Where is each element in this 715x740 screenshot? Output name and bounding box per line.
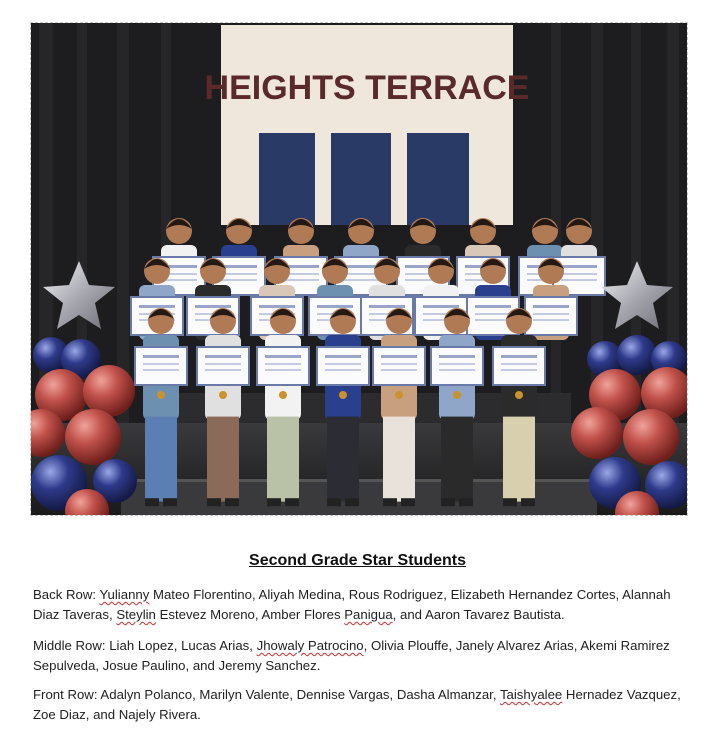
front-row-paragraph	[33, 685, 683, 725]
front-row-names: Adalyn Polanco, Marilyn Valente, Dennise Vargas, Dasha Almanzar,	[97, 687, 500, 702]
certificate	[431, 347, 483, 385]
back-row-name-flagged: Panigua	[344, 607, 393, 622]
middle-row-label: Middle Row:	[33, 638, 106, 653]
middle-row-names: , Olivia Plouffe, Janely Alvarez Arias, Akemi Ramirez Sepulveda, Josue Paulino, and Jeremy Sanchez.	[33, 638, 670, 673]
back-row-names: Mateo Florentino, Aliyah Medina, Rous Rodriguez, Elizabeth Hernandez Cortes, Alannah Diaz Taveras,	[33, 587, 671, 622]
medal	[339, 391, 347, 399]
medal	[515, 391, 523, 399]
certificate	[493, 347, 545, 385]
class-photo-illustration	[31, 23, 687, 515]
certificate	[197, 347, 249, 385]
certificate	[317, 347, 369, 385]
medal	[279, 391, 287, 399]
front-row-names: Hernadez Vazquez, Zoe Diaz, and Najely Rivera.	[33, 687, 681, 722]
front-row-name-flagged: Taishyalee	[499, 687, 563, 702]
medal	[219, 391, 227, 399]
back-row-label: Back Row:	[33, 587, 97, 602]
heights-terrace-banner	[205, 25, 530, 225]
middle-row-name-flagged: Jhowaly Patrocino	[256, 638, 364, 653]
middle-row-names: Liah Lopez, Lucas Arias,	[105, 638, 257, 653]
back-row-name-flagged: Steylin	[116, 607, 156, 622]
certificate	[135, 347, 187, 385]
back-row-paragraph	[33, 585, 683, 625]
back-row-names: Estevez Moreno, Amber Flores	[155, 607, 345, 622]
medal	[157, 391, 165, 399]
back-row-names: , and Aaron Tavarez Bautista.	[392, 607, 565, 622]
certificate	[373, 347, 425, 385]
certificate	[525, 297, 577, 335]
banner-title: HEIGHTS TERRACE	[204, 69, 530, 107]
caption-title: Second Grade Star Students	[249, 552, 466, 569]
front-row-label: Front Row:	[33, 687, 98, 702]
class-photo	[30, 22, 688, 516]
certificate	[257, 347, 309, 385]
medal	[453, 391, 461, 399]
medal	[395, 391, 403, 399]
back-row-name-flagged: Yulianny	[99, 587, 150, 602]
middle-row-paragraph	[33, 636, 683, 676]
